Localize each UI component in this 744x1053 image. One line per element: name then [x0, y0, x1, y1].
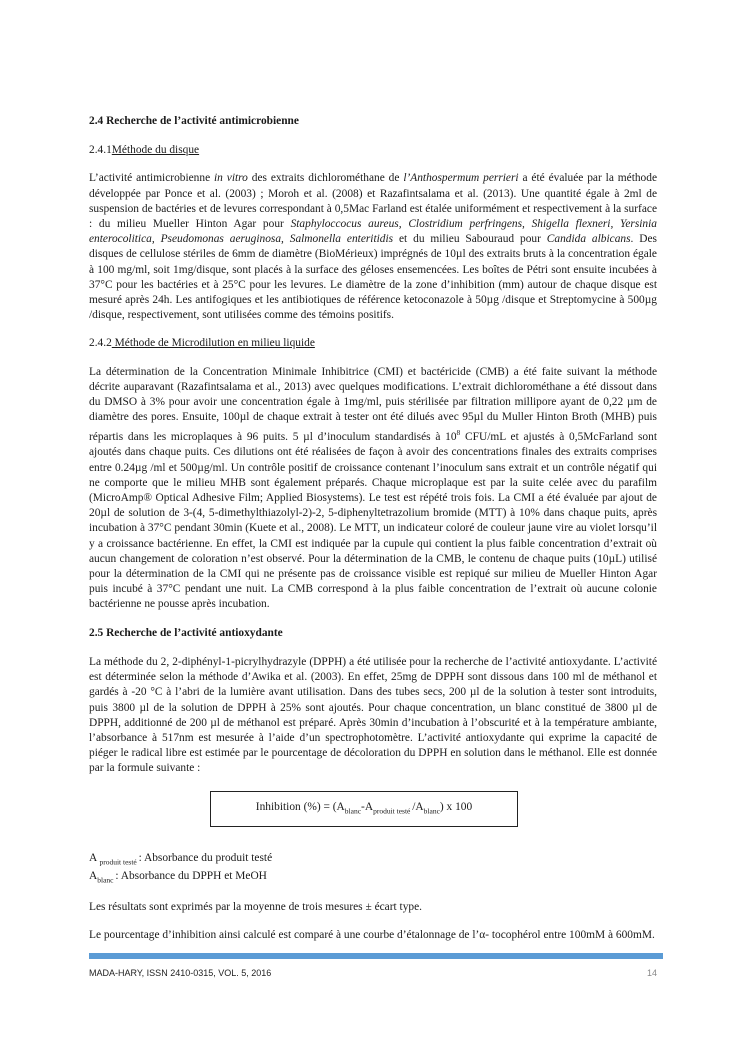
- text-run: a été évaluée par la méthode développée par Ponce et al. (2003) ; Moroh et al. (2008) et Razafintsalama et al. (2013). Une quantité égale à 2ml de suspension de bactéries et de levures correspondant à 0,5Mac Farland est étalée uniformément et respectivement à la surface : du milieu Mueller Hinton Agar pour: [89, 172, 657, 231]
- section-2-5-title: 2.5 Recherche de l’activité antioxydante: [89, 626, 283, 639]
- text-run: . Des disques de cellulose stériles de 6mm de diamètre (BioMérieux) imprégnés de 10µl des extraits bruts à la concentration égale à 100 mg/ml, soit 1mg/disque, sont placés à la surface des géloses ensemencées. Les boîtes de Pétri sont ensuite incubées à 37°C pour les bactéries et à 25°C pour les levures. Le diamètre de la zone d’inhibition (mm) autour de chaque disque est mesuré après 24h. Les antifogiques et les antibiotiques de référence ketoconazole à 50µg /disque et Streptomycine à 500µg /disque, respectivement, sont utilisées comme des témoins positifs.: [89, 233, 657, 322]
- formula-subscript: blanc: [423, 805, 440, 815]
- text-run: CFU/mL et ajustés à 0,5McFarland sont ajoutés dans chaque puits. Ces dilutions ont été réalisées de façon à avoir des concentrations finales des extraits comprises entre 0.24µg /ml et 500µg/ml. Un contrôle positif de croissance contenant l’inoculum sans extrait et un contrôle négatif qui ne comporte que le milieu MHB sont également préparés. Chaque microplaque est par la suite celée avec du parafilm (MicroAmp® Optical Adhesive Film; Applied Biosystems). Le test est répété trois fois. La CMI a été évaluée par ajout de 20µl de solution de 3-(4, 5-dimethylthiazolyl-2)-2, 5-diphenyltetrazolium bromide (MTT) à 10% dans chaque puits, après incubation à 37°C pendant 30min (Kuete et al., 2008). Le MTT, un indicateur coloré de couleur jaune vire au violet lorsqu’il y a croissance bactérienne. En effet, la CMI est indiquée par la cupule qui contient la plus faible concentration d’extrait où aucun changement de coloration n’est observé. Pour la détermination de la CMB, le contenu de chaque puits (10µL) utilisé pour la détermination de la CMI qui ne présente pas de croissance visible est repiqué sur milieu de Mueller Hinton Agar puis incubé à 37°C pendant une nuit. La CMB correspond à la plus faible concentration de l’extrait où aucune colonie bactérienne ne pousse après incubation.: [89, 431, 657, 611]
- formula-text: /A: [412, 800, 424, 813]
- text-run: des extraits dichlorométhane de: [247, 172, 404, 185]
- paragraph-disk-method: [89, 171, 657, 323]
- definition-product: [89, 851, 657, 869]
- def-text: : Absorbance du DPPH et MeOH: [115, 870, 267, 883]
- document-body: [89, 114, 657, 956]
- subsection-name: Méthode du disque: [111, 144, 200, 157]
- def-subscript: blanc: [97, 875, 116, 885]
- formula-subscript: produit testé: [373, 805, 413, 815]
- subsection-2-4-1-title: [89, 143, 657, 158]
- definition-blank: [89, 869, 657, 887]
- italic-run: in vitro: [214, 172, 248, 185]
- subsection-number: 2.4.1: [89, 144, 112, 157]
- paragraph-dpph: La méthode du 2, 2-diphényl-1-picrylhydrazyle (DPPH) a été utilisée pour la recherche de l’activité antioxydante. L’activité est déterminée selon la méthode d’Awika et al. (2003). En effet, 25mg de DPPH sont dissous dans 100 ml de méthanol et gardés à -20 °C à l’abri de la lumière avant utilisation. Dans des tubes secs, 200 µl de la solution à tester sont introduits, puis 3800 µl de la solution de DPPH à 25% sont ajoutés. Pour chaque concentration, un blanc constitué de 3800 µl de DPPH, additionné de 200 µl de méthanol est préparé. Après 30min d’incubation à l’obscurité et à la température ambiante, l’absorbance à 517nm est mesurée à l’aide d’un spectrophotomètre. L’activité antioxydante qui exprime la capacité de piéger le radical libre est estimée par le pourcentage de décoloration du DPPH en solution dans le méthanol. Elle est donnée par la formule suivante :: [89, 655, 657, 775]
- paragraph-results: Les résultats sont exprimés par la moyenne de trois mesures ± écart type.: [89, 900, 422, 913]
- footer-journal: MADA-HARY, ISSN 2410-0315, VOL. 5, 2016: [89, 968, 272, 978]
- text-run: L’activité antimicrobienne: [89, 172, 215, 185]
- paragraph-microdilution: [89, 365, 657, 613]
- section-2-4-title: 2.4 Recherche de l’activité antimicrobienne: [89, 115, 299, 127]
- formula-text: ) x 100: [439, 800, 473, 813]
- subsection-number: 2.4.2: [89, 337, 112, 350]
- formula-subscript: blanc: [344, 805, 362, 815]
- page-number: 14: [646, 968, 657, 978]
- formula-text: -A: [361, 800, 374, 813]
- italic-run: Candida albicans: [546, 233, 631, 246]
- paragraph-calibration: Le pourcentage d’inhibition ainsi calculé est comparé à une courbe d’étalonnage de l’α- tocophérol entre 100mM à 600mM.: [89, 928, 655, 941]
- formula-definitions: [89, 851, 657, 888]
- formula-box: [210, 791, 518, 827]
- def-text: : Absorbance du produit testé: [138, 852, 273, 864]
- text-run: et du milieu Sabouraud pour: [393, 233, 547, 246]
- def-subscript: produit testé: [99, 857, 139, 867]
- def-symbol: A: [89, 870, 98, 883]
- def-symbol: A: [89, 852, 100, 864]
- text-run: La détermination de la Concentration Minimale Inhibitrice (CMI) et bactéricide (CMB) a été faite suivant la méthode décrite auparavant (Razafintsalama et al., 2013) avec quelques modifications. L’extrait dichlorométhane a été dissout dans du DMSO à 3% pour avoir une concentration égale à 1mg/ml, puis stérilisée par filtration millipore ayant de 0,22 µm de diamètre des pores. Ensuite, 100µl de chaque extrait à tester ont été dilués avec 95µl du Muller Hinton Broth (MHB) puis répartis dans les microplaques à 96 puits. 5 µl d’inoculum standardisés à 10: [89, 365, 657, 444]
- formula-text: Inhibition (%) = (A: [255, 800, 345, 813]
- superscript: 8: [456, 428, 461, 438]
- footer-divider: [89, 953, 663, 959]
- subsection-name: Méthode de Microdilution en milieu liquide: [111, 337, 315, 350]
- italic-run: l’Anthospermum perrieri: [403, 172, 519, 185]
- italic-run: Staphyloccocus aureus, Clostridium perfringens, Shigella flexneri, Yersinia enterocolitica, Pseudomonas aeruginosa, Salmonella enteritidis: [89, 218, 657, 246]
- subsection-2-4-2-title: [89, 336, 657, 351]
